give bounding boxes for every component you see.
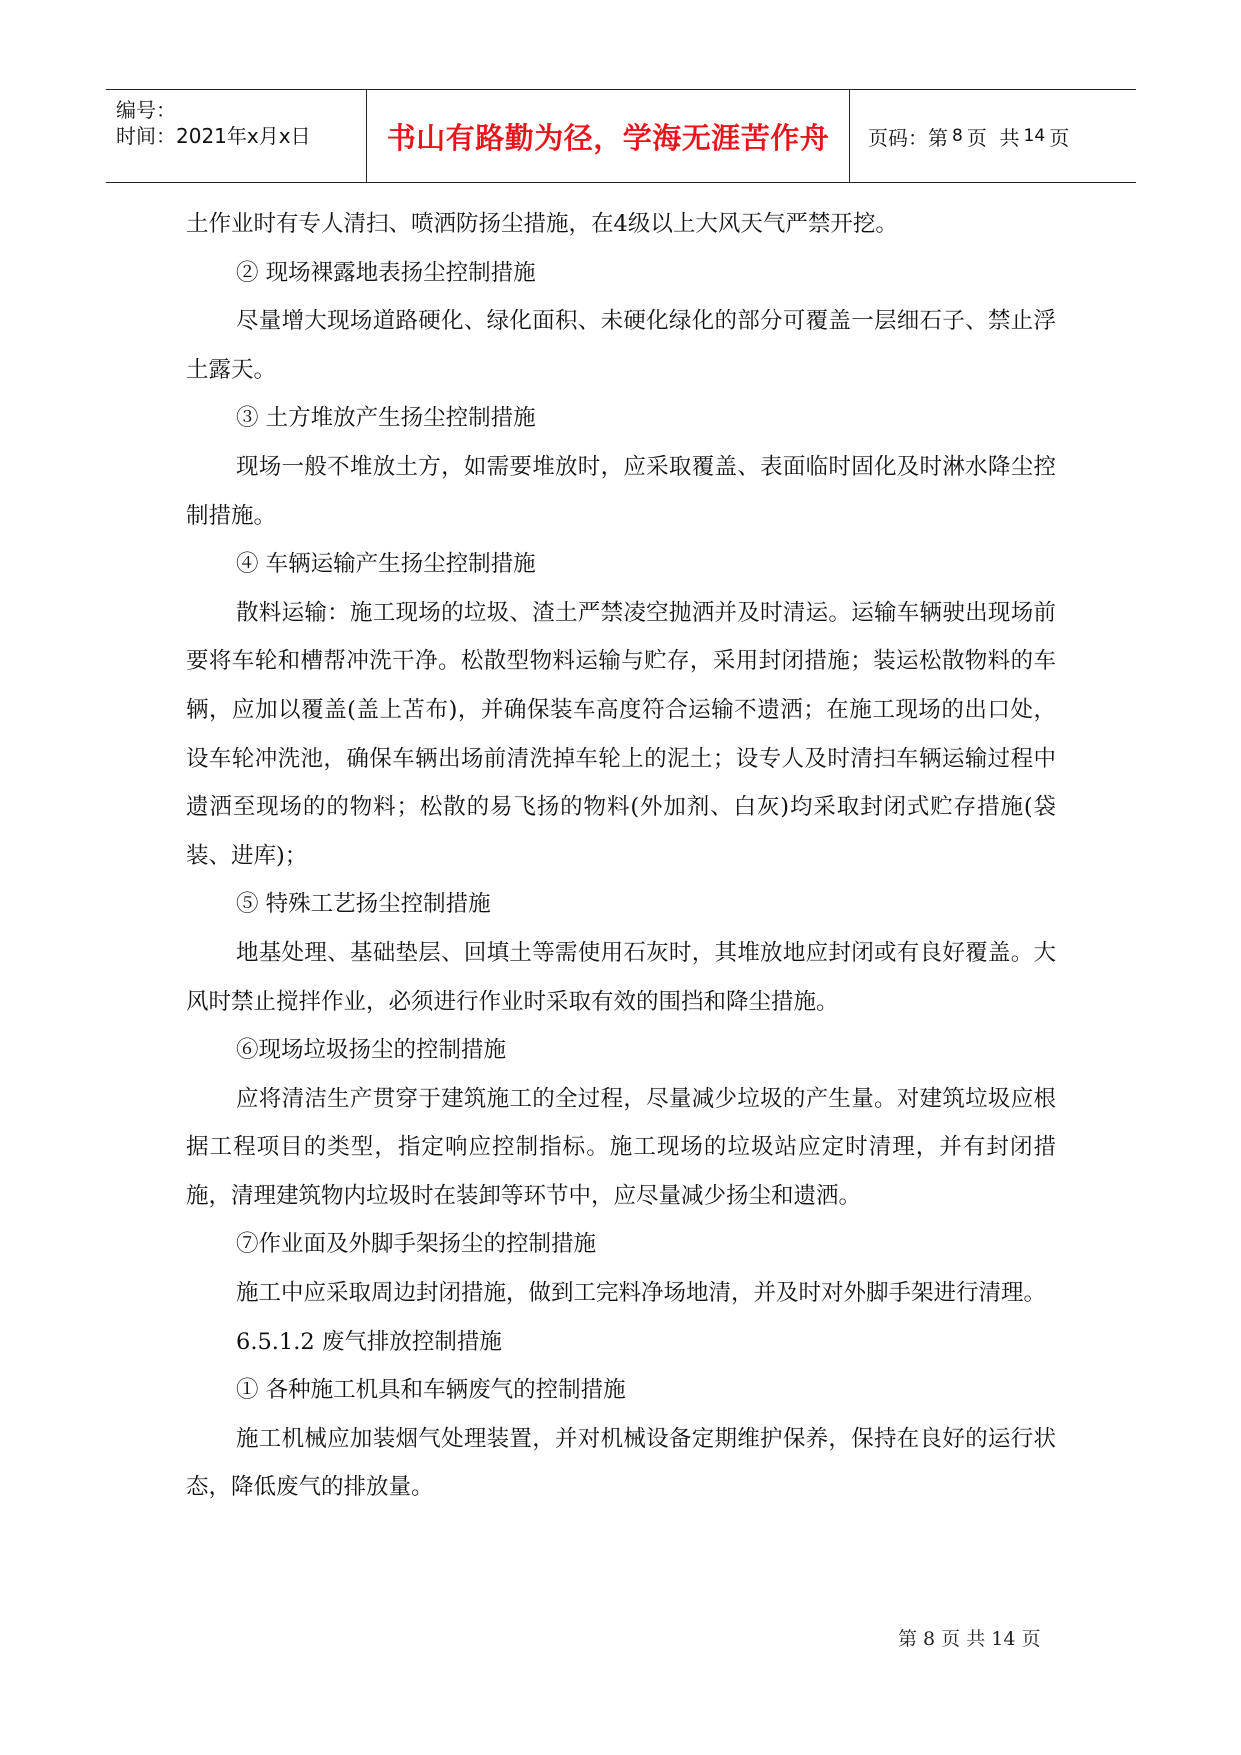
- paragraph: ② 现场裸露地表扬尘控制措施: [236, 259, 536, 286]
- time-label: 时间：2021年x月x日: [116, 124, 311, 148]
- paragraph: ⑥现场垃圾扬尘的控制措施: [236, 1037, 507, 1064]
- page-mid: 页 共: [966, 125, 1020, 150]
- paragraph: 现场一般不堆放土方，如需要堆放时，应采取覆盖、表面临时固化及时淋水降尘控制措施。: [186, 453, 1056, 529]
- page-total: 14: [1023, 126, 1046, 146]
- paragraph: 地基处理、基础垫层、回填土等需使用石灰时，其堆放地应封闭或有良好覆盖。大风时禁止搅拌作业，必须进行作业时采取有效的围挡和降尘措施。: [186, 939, 1056, 1015]
- header-motto: 书山有路勤为径，学海无涯苦作舟: [386, 120, 830, 155]
- page-suffix: 页: [1049, 125, 1070, 150]
- header-left-cell: [106, 90, 366, 182]
- header-page-number: [850, 90, 1136, 182]
- paragraph: 应将清洁生产贯穿于建筑施工的全过程，尽量减少垃圾的产生量。对建筑垃圾应根据工程项目的类型，指定响应控制指标。施工现场的垃圾站应定时清理，并有封闭措施，清理建筑物内垃圾时在装卸等环节中，应尽量减少扬尘和遗洒。: [186, 1085, 1056, 1209]
- paragraph: 6.5.1.2 废气排放控制措施: [236, 1328, 502, 1355]
- paragraph: 施工机械应加装烟气处理装置，并对机械设备定期维护保养，保持在良好的运行状态，降低废气的排放量。: [186, 1425, 1056, 1501]
- paragraph: ③ 土方堆放产生扬尘控制措施: [236, 405, 536, 432]
- page-header: [106, 89, 1136, 183]
- paragraph: ⑦作业面及外脚手架扬尘的控制措施: [236, 1231, 597, 1258]
- serial-label: 编号：: [116, 98, 176, 122]
- document-body: [186, 200, 1056, 1512]
- paragraph: ⑤ 特殊工艺扬尘控制措施: [236, 891, 491, 918]
- paragraph: 土作业时有专人清扫、喷洒防扬尘措施，在4级以上大风天气严禁开挖。: [186, 211, 898, 237]
- page-prefix: 页码：第: [868, 125, 948, 150]
- paragraph: ① 各种施工机具和车辆废气的控制措施: [236, 1377, 626, 1404]
- paragraph: ④ 车辆运输产生扬尘控制措施: [236, 551, 536, 578]
- page-current: 8: [952, 126, 963, 146]
- paragraph: 散料运输：施工现场的垃圾、渣土严禁凌空抛洒并及时清运。运输车辆驶出现场前要将车轮和槽帮冲洗干净。松散型物料运输与贮存，采用封闭措施；装运松散物料的车辆，应加以覆盖(盖上苫布)，并确保装车高度符合运输不遗洒；在施工现场的出口处，设车轮冲洗池，确保车辆出场前清洗掉车轮上的泥土；设专人及时清扫车辆运输过程中遗洒至现场的的物料；松散的易飞扬的物料(外加剂、白灰)均采取封闭式贮存措施(袋装、进库)；: [186, 599, 1056, 869]
- paragraph: 施工中应采取周边封闭措施，做到工完料净场地清，并及时对外脚手架进行清理。: [236, 1280, 1047, 1307]
- paragraph: 尽量增大现场道路硬化、绿化面积、未硬化绿化的部分可覆盖一层细石子、禁止浮土露天。: [186, 308, 1056, 383]
- page-footer: 第 8 页 共 14 页: [898, 1628, 1041, 1650]
